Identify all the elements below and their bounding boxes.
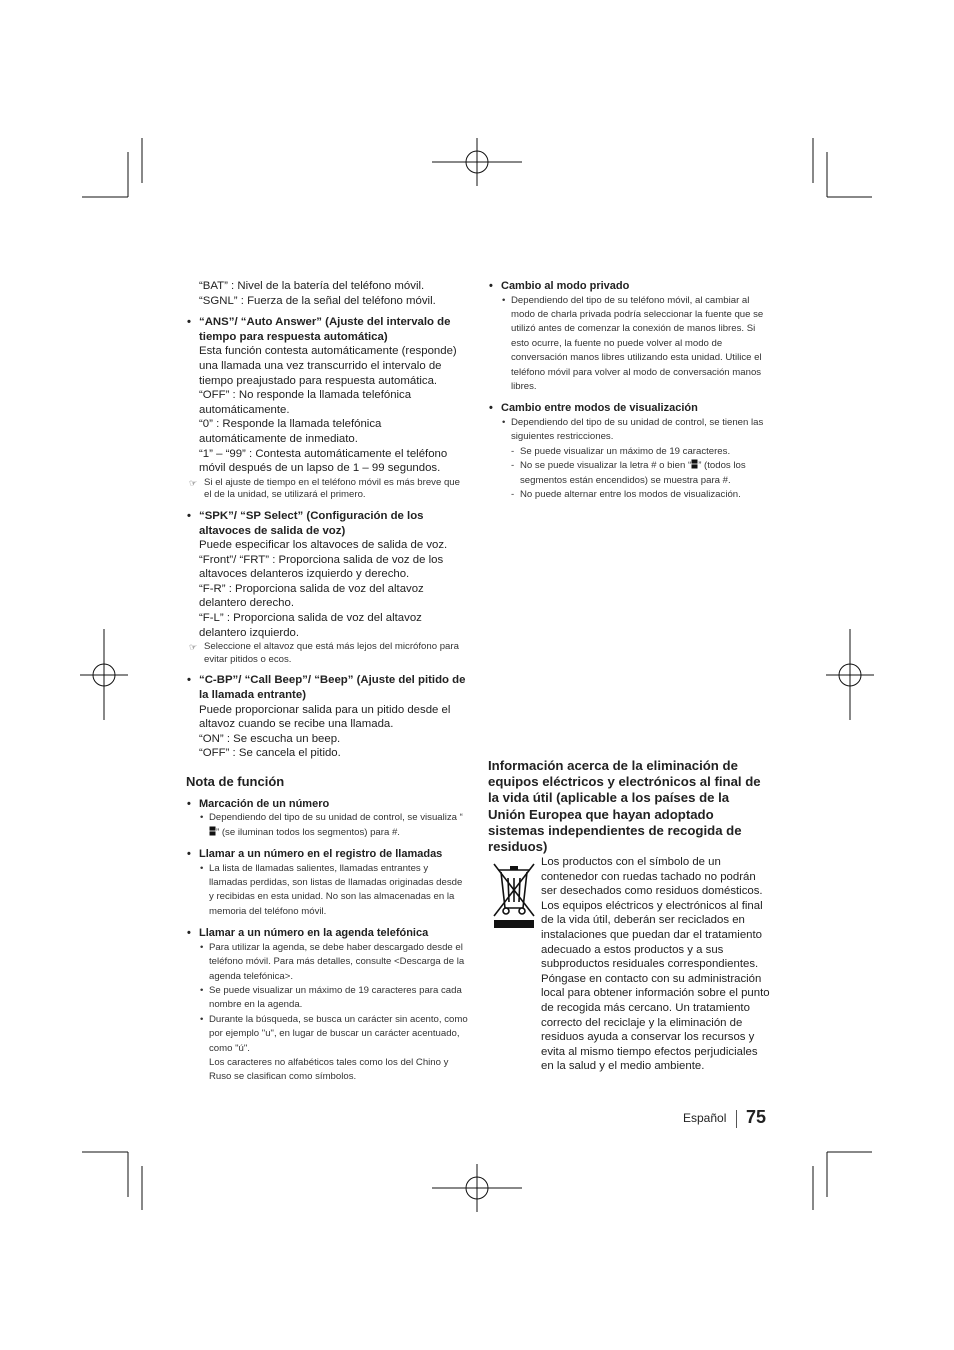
spk-option-front: “Front”/ “FRT” : Proporciona salida de voz de los altavoces delanteros izquierdo y derecho. (199, 553, 444, 581)
ans-note (186, 477, 468, 502)
ans-option-1-99: “1” – “99” : Contesta automáticamente el teléfono móvil después de un lapso de 1 – 99 segundos. (199, 447, 448, 475)
footer-separator (736, 1110, 737, 1128)
all-segments-icon (691, 459, 698, 469)
pointing-hand-icon: ☞ (189, 642, 198, 653)
visual-dash-1: - Se puede visualizar un máximo de 19 caracteres. (488, 445, 770, 459)
spk-note (186, 641, 468, 666)
privado-item: • Dependiendo del tipo de su teléfono móvil, al cambiar al modo de charla privada podría seleccionar la fuente que se utilizó antes de comenzar la conexión de manos libres. Si esto ocurre, la fuente no puede volver al modo de conversación manos libres utilizando esta unidad. Utilice el teléfono móvil para volver al modo de conversación manos libres. (488, 294, 770, 395)
bat-line: “BAT” : Nivel de la batería del teléfono móvil. (199, 280, 425, 292)
ans-note-text: Si el ajuste de tiempo en el teléfono móvil es más breve que el de la unidad, se utilizará el primero. (204, 476, 460, 501)
pointing-hand-icon: ☞ (189, 477, 198, 488)
visual-dash-2: - No se puede visualizar la letra # o bien “ ” (todos los segmentos están encendidos) se muestra para #. (488, 459, 770, 488)
sgnl-line: “SGNL” : Fuerza de la señal del teléfono móvil. (199, 294, 436, 307)
privado-heading: • Cambio al modo privado (488, 279, 770, 294)
ans-option-0: “0” : Responde la llamada telefónica automáticamente de inmediato. (199, 418, 382, 445)
agenda-item-3: • Durante la búsqueda, se busca un carácter sin acento, como por ejemplo "u", en lugar de buscar un carácter acentuado, como "ú". (186, 1013, 468, 1056)
all-segments-icon (209, 826, 216, 836)
agenda-item-1: • Para utilizar la agenda, se debe haber descargado desde el teléfono móvil. Para más detalles, consulte <Descarga de la agenda telefónica>. (186, 941, 468, 984)
spk-note-text: Seleccione el altavoz que está más lejos del micrófono para evitar pitidos o ecos. (204, 641, 459, 665)
nota-heading: Nota de función (186, 774, 285, 789)
ans-heading: • “ANS”/ “Auto Answer” (Ajuste del intervalo de tiempo para respuesta automática) (186, 315, 468, 344)
weee-text: Los productos con el símbolo de un contenedor con ruedas tachado no podrán ser desechados como residuos domésticos. Los equipos eléctricos y electrónicos al final de la vida útil, deberán ser reciclados en instalaciones que puedan dar el tratamiento adecuado a estos productos y a sus subproductos residuales correspondientes. Póngase en contacto con su administración local para obtener información sobre el punto de recogida más cercano. Un tratamiento correcto del reciclaje y la eliminación de residuos ayuda a conservar los recursos y evita al mismo tiempo efectos perjudiciales en la salud y el medio ambiente. (541, 856, 770, 1073)
agenda-item-3b: Los caracteres no alfabéticos tales como los del Chino y Ruso se clasifican como símbolos. (209, 1057, 449, 1083)
left-column (186, 279, 468, 1085)
ans-option-off: “OFF” : No responde la llamada telefónica automáticamente. (199, 389, 412, 416)
crossed-wheelie-bin-icon (490, 858, 538, 930)
spk-option-fr: “F-R” : Proporciona salida de voz del altavoz delantero derecho. (199, 582, 424, 610)
right-column (488, 279, 770, 502)
visual-dash-3: - No puede alternar entre los modos de visualización. (488, 488, 770, 502)
spk-description: Puede especificar los altavoces de salida de voz. (199, 539, 448, 552)
marcacion-item: • Dependiendo del tipo de su unidad de control, se visualiza “” (se iluminan todos los segmentos) para #. (186, 811, 468, 840)
agenda-heading: • Llamar a un número en la agenda telefónica (186, 926, 468, 941)
cbp-heading: • “C-BP”/ “Call Beep”/ “Beep” (Ajuste del pitido de la llamada entrante) (186, 673, 468, 702)
visual-heading: • Cambio entre modos de visualización (488, 401, 770, 416)
footer-language: Español (683, 1111, 727, 1125)
cbp-description: Puede proporcionar salida para un pitido desde el altavoz cuando se recibe una llamada. (199, 703, 451, 731)
weee-title: Información acerca de la eliminación de equipos eléctricos y electrónicos al final de la vida útil (aplicable a los países de la Unión Europea que hayan adoptado sistemas independientes de recogida de residuos) (488, 758, 761, 855)
spk-option-fl: “F-L” : Proporciona salida de voz del altavoz delantero izquierdo. (199, 612, 422, 639)
registro-heading: • Llamar a un número en el registro de llamadas (186, 847, 468, 862)
registro-item: • La lista de llamadas salientes, llamadas entrantes y llamadas perdidas, son listas de llamadas originadas desde y recibidas en esta unidad. No son las almacenadas en la memoria del teléfono móvil. (186, 862, 468, 920)
cbp-option-on: “ON” : Se escucha un beep. (199, 732, 341, 745)
cbp-option-off: “OFF” : Se cancela el pitido. (199, 747, 341, 760)
visual-item: • Dependiendo del tipo de su unidad de control, se tienen las siguientes restricciones. (488, 416, 770, 445)
marcacion-heading: • Marcación de un número (186, 797, 468, 812)
agenda-item-2: • Se puede visualizar un máximo de 19 caracteres para cada nombre en la agenda. (186, 984, 468, 1013)
spk-heading: • “SPK”/ “SP Select” (Configuración de los altavoces de salida de voz) (186, 509, 468, 538)
ans-description: Esta función contesta automáticamente (responde) una llamada una vez transcurrido el intervalo de tiempo preajustado para respuesta automática. (199, 345, 457, 387)
page-number: 75 (746, 1107, 767, 1127)
